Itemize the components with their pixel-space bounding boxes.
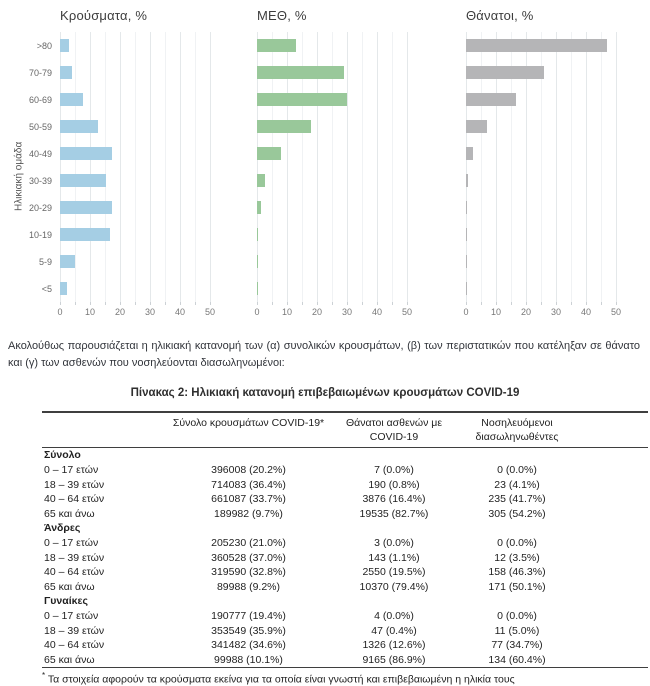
bar-cases-5-9 [60,255,75,268]
x-tick-label: 10 [282,307,292,317]
table-body [42,448,648,668]
table-row [42,653,648,668]
bar-cases-50-59 [60,120,98,133]
bar-row [466,140,631,167]
bar-row [466,248,631,275]
x-axis-labels [60,307,225,321]
bar-row [60,32,225,59]
bar-cases-60-69 [60,93,83,106]
intro-paragraph: Ακολούθως παρουσιάζεται η ηλικιακή κατανομή των (α) συνολικών κρουσμάτων, (β) των περιστατικών που κατέληξαν σε θάνατο και (γ) των ασθενών που νοσηλεύονται διασωληνωμένοι: [8,338,640,372]
bar-row [257,275,422,302]
value-cell: 190777 (19.4%) [167,609,330,624]
table-row [42,609,648,624]
bar-row [60,194,225,221]
value-cell: 171 (50.1%) [458,580,576,595]
bar-row [60,59,225,86]
bar-deaths-30-39 [466,174,468,187]
bar-row [257,113,422,140]
value-cell: 99988 (10.1%) [167,653,330,668]
footnote-asterisk: * [42,671,45,680]
age-group-label: 40 – 64 ετών [42,638,167,653]
bar-icu-30-39 [257,174,265,187]
y-tick-label: 20-29 [26,194,56,221]
table-row [42,463,648,478]
value-cell: 10370 (79.4%) [330,580,458,595]
covid-age-table [42,411,648,668]
table-row [42,492,648,507]
value-cell: 360528 (37.0%) [167,551,330,566]
bar-row [60,275,225,302]
value-cell: 12 (3.5%) [458,551,576,566]
chart-title-icu: ΜΕΘ, % [257,8,422,23]
x-tick-label: 0 [254,307,259,317]
bar-row [257,140,422,167]
y-tick-label: <5 [26,275,56,302]
value-cell: 11 (5.0%) [458,624,576,639]
bar-deaths-20-29 [466,201,467,214]
section-label: Γυναίκες [42,594,648,609]
bar-cases-20-29 [60,201,112,214]
value-cell: 3876 (16.4%) [330,492,458,507]
plot-area-icu [257,32,422,302]
bar-deaths->80 [466,39,607,52]
bar-icu-<5 [257,282,258,295]
value-cell: 661087 (33.7%) [167,492,330,507]
chart-title-deaths: Θάνατοι, % [466,8,631,23]
x-tick-label: 10 [491,307,501,317]
y-axis-title: Ηλικιακή ομάδα [12,32,26,321]
table-row [42,478,648,493]
y-tick-label: 40-49 [26,140,56,167]
value-cell: 4 (0.0%) [330,609,458,624]
bar-cases-70-79 [60,66,72,79]
bar-icu-70-79 [257,66,344,79]
age-group-label: 0 – 17 ετών [42,536,167,551]
table-row [42,565,648,580]
value-cell: 396008 (20.2%) [167,463,330,478]
section-row-Γυναίκες [42,594,648,609]
table-row [42,507,648,522]
column-header-empty [42,412,167,448]
x-tick-label: 40 [581,307,591,317]
bar-row [466,113,631,140]
value-cell: 19535 (82.7%) [330,507,458,522]
x-tick-label: 0 [463,307,468,317]
value-cell: 3 (0.0%) [330,536,458,551]
table-row [42,624,648,639]
bar-row [257,167,422,194]
filler-cell [576,565,648,580]
x-tick-label: 20 [521,307,531,317]
x-tick-label: 50 [402,307,412,317]
y-tick-label: 50-59 [26,113,56,140]
bar-cases-40-49 [60,147,112,160]
column-header-3: Νοσηλευόμενοι διασωληνωθέντες [458,412,576,448]
bar-row [60,140,225,167]
bar-cases-10-19 [60,228,110,241]
column-header-2: Θάνατοι ασθενών με COVID-19 [330,412,458,448]
bar-row [466,194,631,221]
value-cell: 714083 (36.4%) [167,478,330,493]
y-tick-label: >80 [26,32,56,59]
age-distribution-charts [0,0,650,322]
bar-row [257,248,422,275]
bar-row [466,32,631,59]
bar-deaths-70-79 [466,66,544,79]
value-cell: 2550 (19.5%) [330,565,458,580]
value-cell: 305 (54.2%) [458,507,576,522]
value-cell: 1326 (12.6%) [330,638,458,653]
bar-row [257,32,422,59]
bar-deaths-60-69 [466,93,516,106]
y-tick-label: 30-39 [26,167,56,194]
x-tick-label: 20 [312,307,322,317]
bar-icu->80 [257,39,296,52]
filler-cell [576,536,648,551]
value-cell: 341482 (34.6%) [167,638,330,653]
section-label: Άνδρες [42,521,648,536]
bar-icu-5-9 [257,255,258,268]
bar-row [466,59,631,86]
value-cell: 47 (0.4%) [330,624,458,639]
table-header [42,412,648,448]
x-tick-label: 30 [551,307,561,317]
section-row-Σύνολο [42,448,648,463]
age-group-label: 18 – 39 ετών [42,478,167,493]
bar-row [60,113,225,140]
value-cell: 7 (0.0%) [330,463,458,478]
filler-cell [576,624,648,639]
section-label: Σύνολο [42,448,648,463]
x-axis-ticks [466,302,631,305]
x-tick-label: 10 [85,307,95,317]
value-cell: 0 (0.0%) [458,463,576,478]
table-row [42,638,648,653]
value-cell: 143 (1.1%) [330,551,458,566]
chart-title-cases: Κρούσματα, % [60,8,225,23]
filler-cell [576,551,648,566]
column-header-1: Σύνολο κρουσμάτων COVID-19* [167,412,330,448]
bar-icu-10-19 [257,228,258,241]
bar-cases->80 [60,39,69,52]
bar-icu-20-29 [257,201,261,214]
chart-panel-cases [12,8,225,321]
filler-cell [576,580,648,595]
x-tick-label: 30 [342,307,352,317]
filler-cell [576,463,648,478]
x-axis-ticks [60,302,225,305]
filler-cell [576,609,648,624]
value-cell: 0 (0.0%) [458,536,576,551]
bar-row [60,167,225,194]
bar-row [257,86,422,113]
bar-icu-60-69 [257,93,347,106]
value-cell: 9165 (86.9%) [330,653,458,668]
value-cell: 158 (46.3%) [458,565,576,580]
value-cell: 235 (41.7%) [458,492,576,507]
x-tick-label: 30 [145,307,155,317]
age-group-label: 40 – 64 ετών [42,565,167,580]
bar-row [466,86,631,113]
filler-cell [576,478,648,493]
bar-row [466,167,631,194]
bar-row [257,194,422,221]
x-axis-labels [257,307,422,321]
value-cell: 134 (60.4%) [458,653,576,668]
x-tick-label: 50 [611,307,621,317]
filler-cell [576,638,648,653]
filler-cell [576,653,648,668]
y-tick-label: 60-69 [26,86,56,113]
filler-cell [576,492,648,507]
x-tick-label: 40 [175,307,185,317]
table-row [42,536,648,551]
table-row [42,580,648,595]
column-header-filler [576,412,648,448]
value-cell: 23 (4.1%) [458,478,576,493]
value-cell: 353549 (35.9%) [167,624,330,639]
x-tick-label: 0 [57,307,62,317]
filler-cell [576,507,648,522]
bar-row [60,248,225,275]
bar-row [466,275,631,302]
bar-icu-50-59 [257,120,311,133]
plot-area-cases [60,32,225,302]
chart-panel-deaths [466,8,631,321]
y-axis-tick-labels [26,32,56,321]
value-cell: 77 (34.7%) [458,638,576,653]
bar-row [257,59,422,86]
value-cell: 189982 (9.7%) [167,507,330,522]
bar-deaths-50-59 [466,120,487,133]
bar-row [257,221,422,248]
y-tick-label: 5-9 [26,248,56,275]
value-cell: 319590 (32.8%) [167,565,330,580]
age-group-label: 18 – 39 ετών [42,624,167,639]
bar-row [60,86,225,113]
x-tick-label: 50 [205,307,215,317]
footnote-text: Τα στοιχεία αφορούν τα κρούσματα εκείνα για τα οποία είναι γνωστή και επιβεβαιωμένη η ηλικία τους [48,674,515,686]
age-group-label: 65 και άνω [42,580,167,595]
bar-cases-<5 [60,282,67,295]
age-group-label: 18 – 39 ετών [42,551,167,566]
y-tick-label: 10-19 [26,221,56,248]
age-group-label: 0 – 17 ετών [42,463,167,478]
table-title: Πίνακας 2: Ηλικιακή κατανομή επιβεβαιωμένων κρουσμάτων COVID-19 [0,387,650,399]
table-footnote [42,671,650,686]
value-cell: 89988 (9.2%) [167,580,330,595]
x-axis-labels [466,307,631,321]
bar-deaths-40-49 [466,147,473,160]
bar-row [60,221,225,248]
plot-area-deaths [466,32,631,302]
section-row-Άνδρες [42,521,648,536]
age-group-label: 65 και άνω [42,653,167,668]
x-tick-label: 20 [115,307,125,317]
chart-panel-icu [257,8,422,321]
table-row [42,551,648,566]
value-cell: 205230 (21.0%) [167,536,330,551]
age-group-label: 65 και άνω [42,507,167,522]
y-tick-label: 70-79 [26,59,56,86]
value-cell: 0 (0.0%) [458,609,576,624]
value-cell: 190 (0.8%) [330,478,458,493]
bar-icu-40-49 [257,147,281,160]
x-tick-label: 40 [372,307,382,317]
bar-cases-30-39 [60,174,106,187]
age-group-label: 0 – 17 ετών [42,609,167,624]
bar-row [466,221,631,248]
age-group-label: 40 – 64 ετών [42,492,167,507]
x-axis-ticks [257,302,422,305]
